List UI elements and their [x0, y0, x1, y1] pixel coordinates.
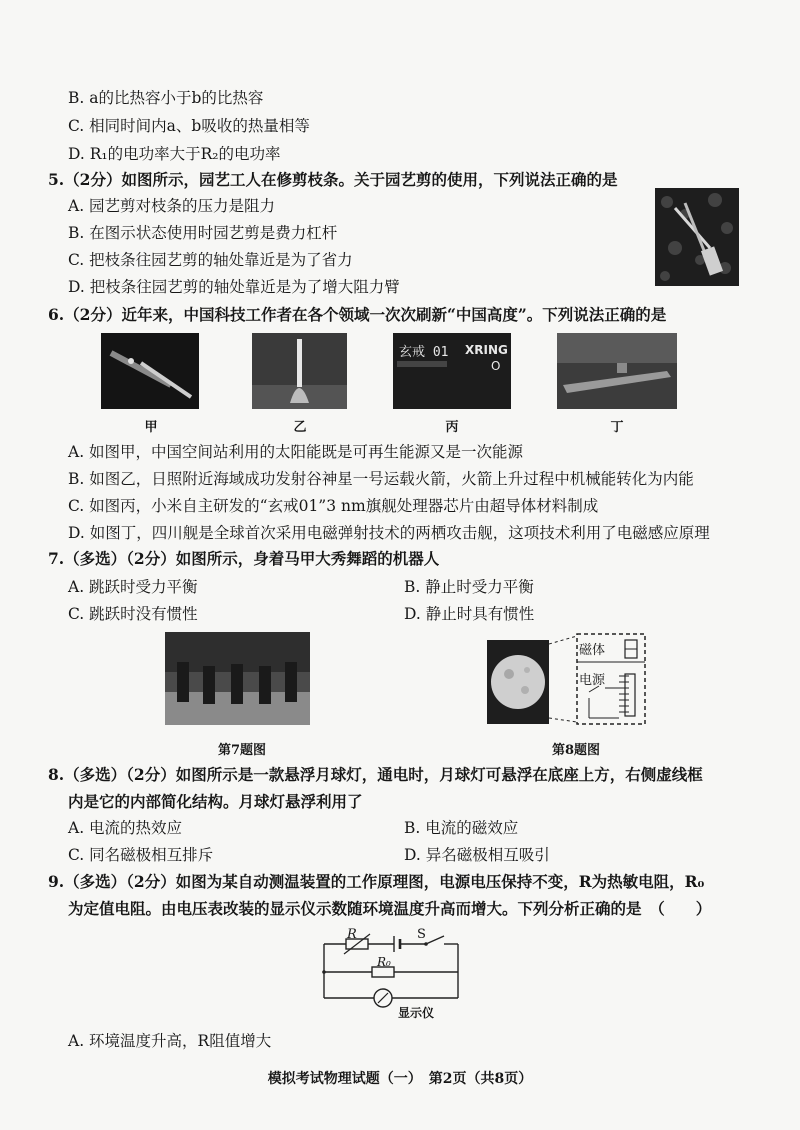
- q8-option-b: B. 电流的磁效应: [404, 819, 519, 837]
- q5-option-d: D. 把枝条往园艺剪的轴处靠近是为了增大阻力臂: [68, 278, 400, 296]
- q5-stem: 5.（2分）如图所示，园艺工人在修剪枝条。关于园艺剪的使用，下列说法正确的是: [48, 170, 618, 189]
- q6-option-a: A. 如图甲，中国空间站利用的太阳能既是可再生能源又是一次能源: [68, 443, 524, 461]
- q8-stem-line1: 8.（多选）（2分）如图所示是一款悬浮月球灯，通电时，月球灯可悬浮在底座上方，右侧虚线框: [48, 765, 703, 784]
- circuit-diagram: [318, 926, 468, 1018]
- q4-option-d: D. R₁的电功率大于R₂的电功率: [68, 145, 281, 163]
- circuit-label-r: R: [347, 927, 357, 942]
- q4-option-b: B. a的比热容小于b的比热容: [68, 89, 264, 107]
- q6-option-d: D. 如图丁，四川舰是全球首次采用电磁弹射技术的两栖攻击舰，这项技术利用了电磁感应原理: [68, 524, 710, 542]
- q8-option-d: D. 异名磁极相互吸引: [404, 846, 550, 864]
- q7-option-d: D. 静止时具有惯性: [404, 605, 535, 623]
- circuit-label-meter: 显示仪: [398, 1006, 435, 1020]
- q9-stem-line2: 为定值电阻。由电压表改装的显示仪示数随环境温度升高而增大。下列分析正确的是 （ ）: [68, 899, 712, 918]
- chip-photo: [393, 333, 511, 409]
- chip-text-2: XRING: [465, 343, 508, 357]
- caption-bing: 丙: [445, 420, 459, 435]
- q5-option-a: A. 园艺剪对枝条的压力是阻力: [68, 197, 276, 215]
- q8-stem-line2: 内是它的内部简化结构。月球灯悬浮利用了: [68, 792, 363, 811]
- rocket-launch-photo: [252, 333, 347, 409]
- circuit-label-s: S: [417, 927, 426, 942]
- caption-jia: 甲: [144, 420, 158, 435]
- q8-option-c: C. 同名磁极相互排斥: [68, 846, 214, 864]
- q6-option-c: C. 如图丙，小米自主研发的“玄戒01”3 nm旗舰处理器芯片由超导体材料制成: [68, 497, 599, 515]
- caption-ding: 丁: [610, 420, 624, 435]
- caption-yi: 乙: [293, 420, 307, 435]
- q7-option-a: A. 跳跃时受力平衡: [68, 578, 198, 596]
- warship-photo: [557, 333, 677, 409]
- fig7-caption: 第7题图: [217, 743, 267, 758]
- fig8-caption: 第8题图: [551, 743, 601, 758]
- q7-option-c: C. 跳跃时没有惯性: [68, 605, 198, 623]
- q7-option-b: B. 静止时受力平衡: [404, 578, 534, 596]
- pruning-shears-photo: [655, 188, 739, 286]
- chip-text-3: O: [491, 359, 501, 373]
- q5-option-b: B. 在图示状态使用时园艺剪是费力杠杆: [68, 224, 338, 242]
- chip-text-1: 玄戒 01: [399, 345, 449, 360]
- moon-lamp-photo: [487, 640, 549, 724]
- q9-option-a: A. 环境温度升高，R阻值增大: [68, 1032, 272, 1050]
- space-station-photo: [101, 333, 199, 409]
- page-footer: 模拟考试物理试题（一） 第2页（共8页）: [267, 1071, 533, 1087]
- magnet-label: 磁体: [579, 643, 606, 658]
- q5-option-c: C. 把枝条往园艺剪的轴处靠近是为了省力: [68, 251, 353, 269]
- q8-option-a: A. 电流的热效应: [68, 819, 183, 837]
- dancing-robots-photo: [165, 632, 310, 725]
- q4-option-c: C. 相同时间内a、b吸收的热量相等: [68, 117, 310, 135]
- power-label: 电源: [579, 673, 606, 688]
- circuit-label-r0: R₀: [377, 955, 391, 969]
- q9-stem-line1: 9.（多选）（2分）如图为某自动测温装置的工作原理图，电源电压保持不变，R为热敏电阻，R₀: [48, 872, 705, 891]
- q6-stem: 6.（2分）近年来，中国科技工作者在各个领域一次次刷新“中国高度”。下列说法正确的是: [48, 305, 667, 324]
- q6-option-b: B. 如图乙，日照附近海域成功发射谷神星一号运载火箭，火箭上升过程中机械能转化为内能: [68, 470, 694, 488]
- q7-stem: 7.（多选）（2分）如图所示，身着马甲大秀舞蹈的机器人: [48, 549, 440, 568]
